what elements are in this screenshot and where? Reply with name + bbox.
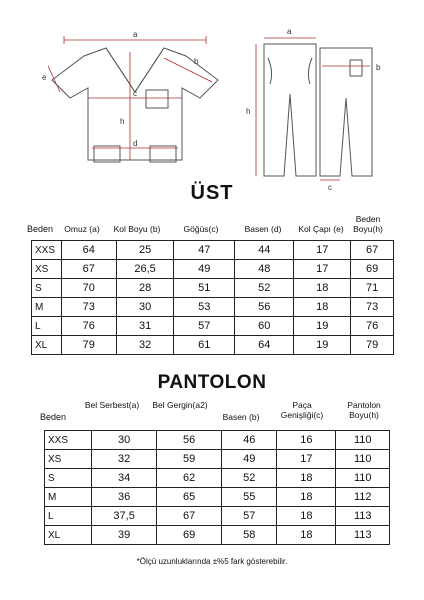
measurement-cell: 18 [294,298,351,317]
table-row [32,317,394,336]
size-label-cell: S [32,279,62,298]
size-label-cell: M [45,488,92,507]
measurement-cell: 18 [277,488,336,507]
dim-label-h: h [120,117,125,126]
dim-label-b: b [194,57,199,66]
measurement-cell: 16 [277,431,336,450]
size-label-cell: L [32,317,62,336]
ust-header-basen: Basen (d) [244,224,282,234]
scrub-top-dimension-lines [48,36,212,160]
dim-label-c: c [133,89,137,98]
measurement-cell: 113 [336,526,390,545]
measurement-cell: 57 [174,317,235,336]
measurement-cell: 39 [92,526,157,545]
measurement-cell: 112 [336,488,390,507]
table-row [45,526,390,545]
measurement-cell: 65 [157,488,222,507]
measurement-cell: 110 [336,431,390,450]
measurement-cell: 70 [61,279,116,298]
size-label-cell: M [32,298,62,317]
measurement-cell: 58 [222,526,277,545]
pants-label-b: b [376,63,381,72]
table-row [45,507,390,526]
pantolon-size-table [44,430,390,545]
measurement-cell: 32 [116,336,173,355]
measurement-cell: 110 [336,450,390,469]
measurement-cell: 49 [222,450,277,469]
measurement-cell: 69 [351,260,394,279]
measurement-cell: 67 [157,507,222,526]
ust-header-gogus: Göğüs(c) [183,224,219,234]
measurement-cell: 67 [61,260,116,279]
measurement-cell: 32 [92,450,157,469]
size-label-cell: XL [32,336,62,355]
measurement-cell: 57 [222,507,277,526]
pants-label-a: a [287,27,292,36]
size-label-cell: S [45,469,92,488]
measurement-cell: 69 [157,526,222,545]
measurement-cell: 110 [336,469,390,488]
measurement-cell: 28 [116,279,173,298]
measurement-cell: 17 [277,450,336,469]
dim-label-e: e [42,73,47,82]
measurement-cell: 17 [294,241,351,260]
dim-label-a: a [133,30,138,39]
measurement-cell: 30 [92,431,157,450]
size-label-cell: L [45,507,92,526]
pant-header-paca: Paça Genişliği(c) [280,400,324,420]
measurement-cell: 56 [235,298,294,317]
measurement-cell: 47 [174,241,235,260]
measurement-cell: 51 [174,279,235,298]
measurement-cell: 71 [351,279,394,298]
pants-label-c: c [328,183,332,192]
pant-header-pantolon-boyu: Pantolon Boyu(h) [347,400,381,420]
measurement-cell: 52 [235,279,294,298]
measurement-cell: 62 [157,469,222,488]
table-row [45,488,390,507]
table-row [32,279,394,298]
size-label-cell: XXS [32,241,62,260]
ust-header-kol-boyu: Kol Boyu (b) [113,224,161,234]
measurement-cell: 61 [174,336,235,355]
measurement-cell: 79 [351,336,394,355]
measurement-cell: 52 [222,469,277,488]
dim-label-d: d [133,139,138,148]
size-label-cell: XS [32,260,62,279]
footnote: *Ölçü uzunluklarında ±%5 fark gösterebilir. [136,557,288,566]
pantolon-title: PANTOLON [157,372,267,393]
measurement-cell: 17 [294,260,351,279]
measurement-cell: 64 [235,336,294,355]
measurement-cell: 18 [277,469,336,488]
measurement-cell: 19 [294,336,351,355]
table-row [32,298,394,317]
measurement-cell: 18 [277,526,336,545]
pant-header-beden: Beden [39,412,67,422]
measurement-cell: 56 [157,431,222,450]
measurement-cell: 19 [294,317,351,336]
measurement-cell: 76 [61,317,116,336]
measurement-cell: 55 [222,488,277,507]
ust-header-beden: Beden [26,224,54,234]
ust-title: ÜST [190,182,234,204]
measurement-cell: 18 [277,507,336,526]
table-row [45,431,390,450]
ust-header-beden-boyu: Beden Boyu(h) [353,214,383,234]
measurement-cell: 113 [336,507,390,526]
table-row [32,336,394,355]
pant-header-bel-serbest: Bel Serbest(a) [84,400,140,410]
measurement-cell: 25 [116,241,173,260]
measurement-cell: 36 [92,488,157,507]
measurement-cell: 34 [92,469,157,488]
measurement-cell: 60 [235,317,294,336]
measurement-cell: 49 [174,260,235,279]
garment-diagram [0,0,424,200]
pants-label-h: h [246,107,251,116]
measurement-cell: 46 [222,431,277,450]
pant-header-bel-gergin: Bel Gergin(a2) [152,400,208,410]
ust-header-kol-capi: Kol Çapı (e) [298,224,344,234]
table-row [32,260,394,279]
measurement-cell: 26,5 [116,260,173,279]
measurement-cell: 31 [116,317,173,336]
size-label-cell: XXS [45,431,92,450]
measurement-cell: 64 [61,241,116,260]
measurement-cell: 30 [116,298,173,317]
measurement-cell: 73 [61,298,116,317]
measurement-cell: 37,5 [92,507,157,526]
ust-header-omuz: Omuz (a) [64,224,100,234]
measurement-cell: 73 [351,298,394,317]
ust-size-table [31,240,394,355]
size-label-cell: XL [45,526,92,545]
measurement-cell: 59 [157,450,222,469]
measurement-cell: 48 [235,260,294,279]
measurement-cell: 76 [351,317,394,336]
pant-header-basen: Basen (b) [222,412,260,422]
measurement-cell: 67 [351,241,394,260]
measurement-cell: 53 [174,298,235,317]
measurement-cell: 44 [235,241,294,260]
table-row [45,469,390,488]
table-row [45,450,390,469]
pants-dimension-lines [256,38,370,180]
size-label-cell: XS [45,450,92,469]
pants-drawing [264,44,372,176]
measurement-cell: 79 [61,336,116,355]
measurement-cell: 18 [294,279,351,298]
table-row [32,241,394,260]
